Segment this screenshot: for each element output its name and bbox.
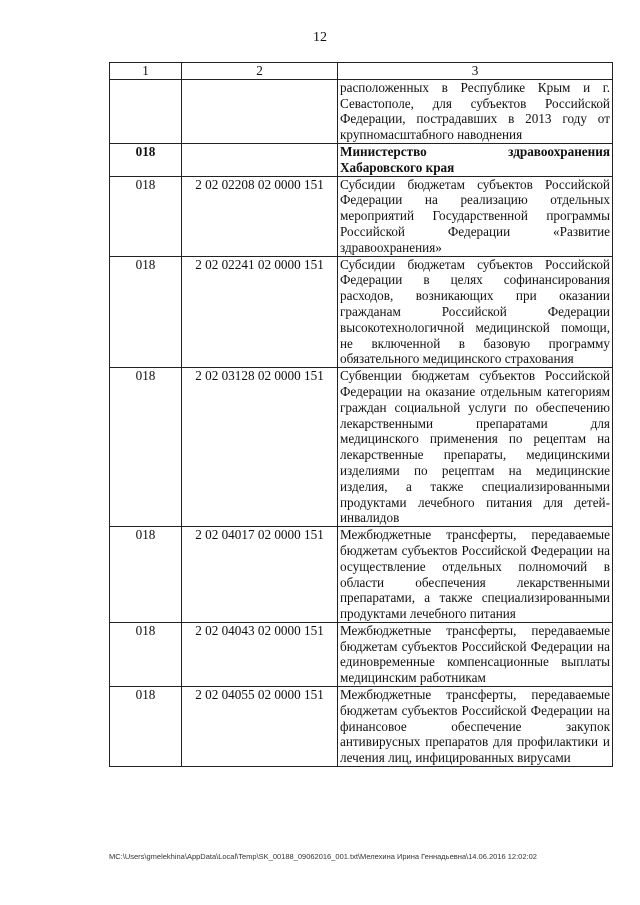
description-cell: Межбюджетные трансферты, передаваемые бюджетам субъектов Российской Федерации на осуществление отдельных полномочий в области обеспечения лекарственными препаратами, а также специализированными продуктами лечебного питания: [338, 527, 613, 623]
table-row: [110, 256, 613, 368]
table-row: [110, 176, 613, 256]
description-cell: Субвенции бюджетам субъектов Российской Федерации на оказание отдельным категориям граждан социальной услуги по обеспечению лекарственными препаратами для медицинского применения по рецептам на лекарственные препараты, медицинскими изделиями по рецептам на медицинские изделия, а также специализированными продуктами лечебного питания для детей-инвалидов: [338, 368, 613, 527]
kbk-cell: 2 02 02208 02 0000 151: [182, 176, 338, 256]
code-cell: 018: [110, 368, 182, 527]
code-cell: 018: [110, 143, 182, 176]
kbk-cell: [182, 143, 338, 176]
description-cell: Межбюджетные трансферты, передаваемые бюджетам субъектов Российской Федерации на единовременные компенсационные выплаты медицинским работникам: [338, 622, 613, 686]
kbk-cell: 2 02 04043 02 0000 151: [182, 622, 338, 686]
budget-table: [109, 62, 613, 767]
code-cell: 018: [110, 176, 182, 256]
table-row: [110, 527, 613, 623]
description-cell: Министерство здравоохранения Хабаровского края: [338, 143, 613, 176]
table-header-row: [110, 63, 613, 80]
kbk-cell: 2 02 02241 02 0000 151: [182, 256, 338, 368]
code-cell: 018: [110, 256, 182, 368]
description-cell: Субсидии бюджетам субъектов Российской Федерации в целях софинансирования расходов, возникающих при оказании гражданам Российской Федерации высокотехнологичной медицинской помощи, не включенной в базовую программу обязательного медицинского страхования: [338, 256, 613, 368]
header-col-3: 3: [338, 63, 613, 80]
page-number: 12: [313, 30, 327, 45]
kbk-cell: 2 02 04055 02 0000 151: [182, 687, 338, 767]
code-cell: [110, 79, 182, 143]
code-cell: 018: [110, 687, 182, 767]
code-cell: 018: [110, 622, 182, 686]
table-row: [110, 622, 613, 686]
description-cell: Субсидии бюджетам субъектов Российской Федерации на реализацию отдельных мероприятий Государственной программы Российской Федерации «Развитие здравоохранения»: [338, 176, 613, 256]
code-cell: 018: [110, 527, 182, 623]
description-cell: расположенных в Республике Крым и г. Севастополе, для субъектов Российской Федерации, пострадавших в 2013 году от крупномасштабного наводнения: [338, 79, 613, 143]
header-col-2: 2: [182, 63, 338, 80]
header-col-1: 1: [110, 63, 182, 80]
description-cell: Межбюджетные трансферты, передаваемые бюджетам субъектов Российской Федерации на финансовое обеспечение закупок антивирусных препаратов для профилактики и лечения лиц, инфицированных вирусами: [338, 687, 613, 767]
kbk-cell: 2 02 03128 02 0000 151: [182, 368, 338, 527]
kbk-cell: [182, 79, 338, 143]
file-path-footer: МС:\Users\gmelekhina\AppData\Local\Temp\SK_00188_09062016_001.txt\Мелехина Ирина Геннадьевна\14.06.2016 12:02:02: [109, 852, 537, 861]
table-row: [110, 143, 613, 176]
kbk-cell: 2 02 04017 02 0000 151: [182, 527, 338, 623]
table-row: [110, 368, 613, 527]
table-row: [110, 687, 613, 767]
table-row: [110, 79, 613, 143]
